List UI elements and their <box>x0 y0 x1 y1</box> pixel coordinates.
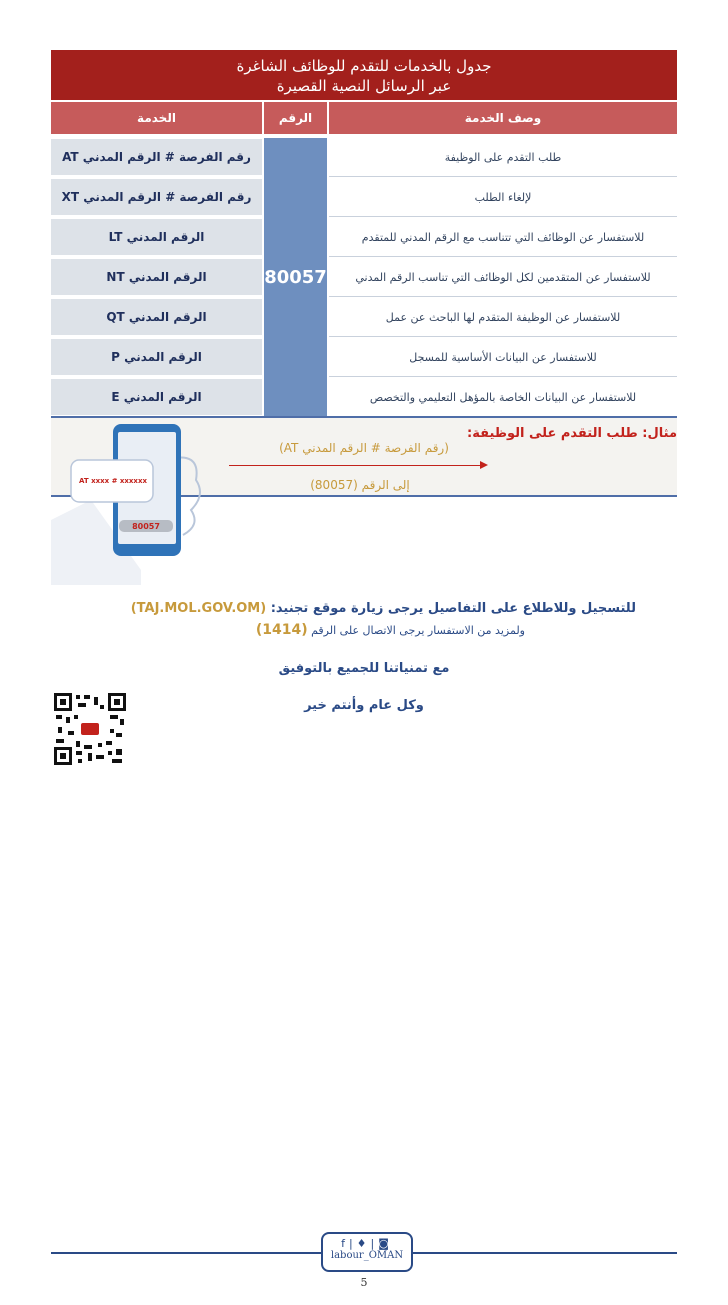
social-handle: labour_OMAN <box>330 1250 404 1261</box>
site-link[interactable]: (TAJ.MOL.GOV.OM) <box>130 601 267 616</box>
contact-info <box>256 622 525 638</box>
description-cell: للاستفسار عن الوظيفة المتقدم لها الباحث عن عمل <box>329 298 677 337</box>
description-cell: لإلغاء الطلب <box>329 178 677 217</box>
footer-divider <box>51 1252 321 1254</box>
register-text: للتسجيل وللاطلاع على التفاصيل يرجى زيارة موقع تجنيد: <box>266 601 636 616</box>
service-cell: الرقم المدني E <box>51 379 262 415</box>
description-cell: للاستفسار عن البيانات الأساسية للمسجل <box>329 338 677 377</box>
arrow-line <box>229 465 484 466</box>
phone-illustration <box>51 420 211 585</box>
contact-text: ولمزيد من الاستفسار يرجى الاتصال على الرقم <box>307 624 525 637</box>
description-cell: للاستفسار عن الوظائف التي تتناسب مع الرقم المدني للمتقدم <box>329 218 677 257</box>
header-description: وصف الخدمة <box>329 102 677 134</box>
table-title <box>51 50 677 100</box>
service-cell: الرقم المدني LT <box>51 219 262 255</box>
footer-divider <box>409 1252 677 1254</box>
phone-message: AT xxxx # xxxxxx <box>79 477 147 485</box>
service-cell: الرقم المدني NT <box>51 259 262 295</box>
contact-number: (1414) <box>255 622 308 638</box>
service-cell: الرقم المدني P <box>51 339 262 375</box>
header-number: الرقم <box>264 102 327 134</box>
social-icons: f|♦|◙ <box>341 1237 393 1250</box>
example-destination: إلى الرقم (80057) <box>310 478 410 492</box>
description-cell: للاستفسار عن البيانات الخاصة بالمؤهل التعليمي والتخصص <box>369 390 637 404</box>
phone-number: 80057 <box>132 522 160 531</box>
instagram-icon[interactable]: ◙ <box>378 1237 393 1250</box>
sms-number: 80057 <box>264 138 327 416</box>
twitter-icon[interactable]: ♦ <box>356 1237 371 1250</box>
wishes-line-1: مع تمنياتنا للجميع بالتوفيق <box>278 661 450 676</box>
service-cell: الرقم المدني QT <box>51 299 262 335</box>
service-cell: رقم الفرصة # الرقم المدني AT <box>51 139 262 175</box>
register-info <box>131 601 636 616</box>
title-line-1: جدول بالخدمات للتقدم للوظائف الشاغرة <box>236 57 492 75</box>
header-service: الخدمة <box>51 102 262 134</box>
facebook-icon[interactable]: f <box>341 1237 349 1250</box>
title-line-2: عبر الرسائل النصية القصيرة <box>276 77 452 95</box>
description-cell: للاستفسار عن المتقدمين لكل الوظائف التي تناسب الرقم المدني <box>329 258 677 297</box>
example-format: (رقم الفرصة # الرقم المدني AT) <box>279 441 449 455</box>
social-box <box>321 1232 413 1272</box>
arrow-icon <box>480 461 488 469</box>
qr-logo-icon <box>81 723 99 735</box>
wishes-line-2: وكل عام وأنتم خير <box>304 698 424 713</box>
description-cell: طلب التقدم على الوظيفة <box>329 138 677 177</box>
example-title: مثال: طلب التقدم على الوظيفة: <box>467 426 677 441</box>
page-number: 5 <box>360 1276 368 1289</box>
service-cell: رقم الفرصة # الرقم المدني XT <box>51 179 262 215</box>
qr-code[interactable] <box>54 693 126 765</box>
